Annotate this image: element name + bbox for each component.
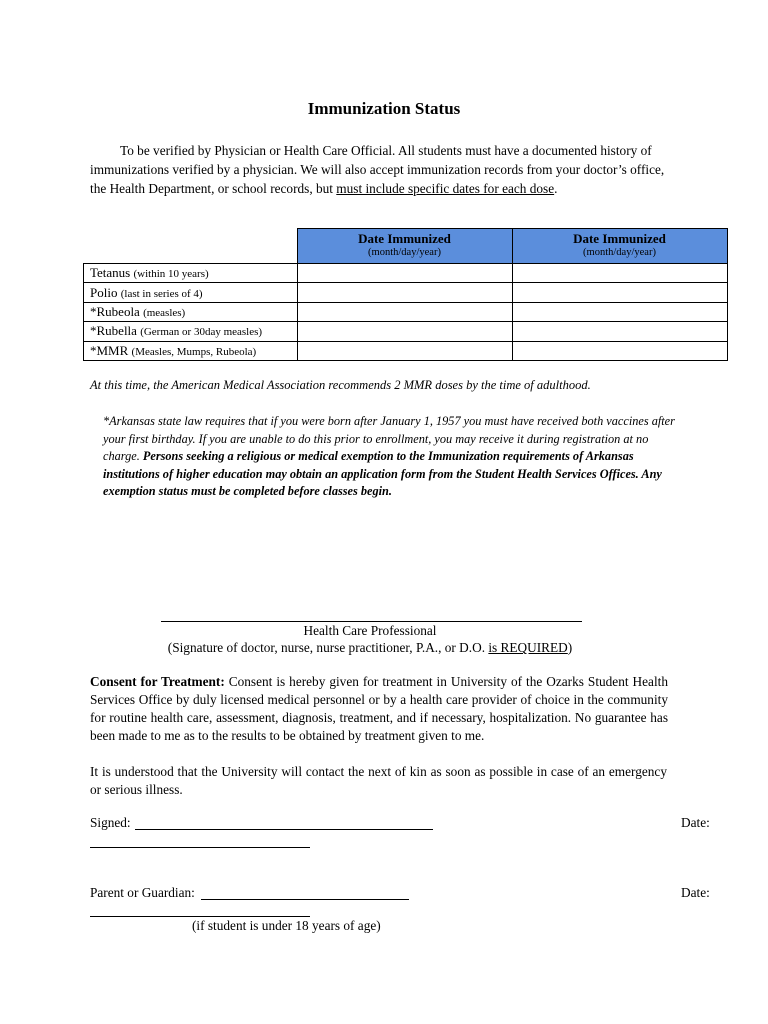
vaccine-name: *MMR: [90, 342, 129, 358]
vaccine-label: [84, 302, 298, 321]
date-cell[interactable]: [297, 264, 512, 283]
vaccine-label: [84, 322, 298, 341]
table-row: [84, 302, 728, 321]
table-header-row: [84, 229, 728, 264]
exemption-text: Persons seeking a religious or medical exemption to the Immunization requirements of Arkansas institutions of higher education may obtain an application form from the Student Health Services Offices. Any exemption status must be completed before classes begin.: [103, 449, 662, 498]
table-header-date-1: [297, 229, 512, 264]
signature-note-text: (Signature of doctor, nurse, nurse practitioner, P.A., or D.O.: [167, 640, 489, 655]
table-row: [84, 341, 728, 360]
vaccine-note: (German or 30day measles): [140, 326, 263, 339]
vaccine-name: Polio: [90, 284, 118, 300]
date-cell[interactable]: [297, 341, 512, 360]
date-cell[interactable]: [512, 341, 727, 360]
signed-date-line[interactable]: [90, 847, 310, 848]
vaccine-note: (Measles, Mumps, Rubeola): [131, 345, 257, 358]
parent-date-line[interactable]: [90, 916, 310, 917]
table-row: [84, 264, 728, 283]
parent-label: Parent or Guardian:: [90, 885, 195, 900]
consent-heading: Consent for Treatment:: [90, 674, 225, 689]
consent-paragraph: [90, 673, 668, 745]
vaccine-label: [84, 283, 298, 302]
signature-note: [0, 640, 740, 656]
signature-note-close: ): [567, 640, 573, 655]
age-note: (if student is under 18 years of age): [192, 918, 381, 933]
table-row: [84, 283, 728, 302]
header-subtitle: (month/day/year): [583, 247, 656, 258]
signature-label: Health Care Professional: [303, 623, 437, 638]
signature-line[interactable]: [161, 621, 582, 622]
vaccine-note: (measles): [143, 306, 186, 319]
intro-period: .: [554, 181, 558, 196]
date-cell[interactable]: [297, 283, 512, 302]
date-cell[interactable]: [297, 302, 512, 321]
signed-date-label: Date:: [681, 815, 710, 830]
vaccine-name: *Rubeola: [90, 303, 140, 319]
header-title: Date Immunized: [573, 231, 666, 246]
vaccine-name: Tetanus: [90, 265, 131, 281]
table-header-blank: [84, 229, 298, 264]
signed-line[interactable]: [135, 829, 433, 830]
next-of-kin-paragraph: It is understood that the University will contact the next of kin as soon as possible in case of an emergency or serious illness.: [90, 764, 667, 797]
date-cell[interactable]: [512, 264, 727, 283]
immunization-table: [83, 228, 728, 361]
vaccine-note: (within 10 years): [133, 268, 209, 281]
intro-underlined-text: must include specific dates for each dose: [336, 181, 555, 196]
arkansas-text: *Arkansas state law requires that if you were born after January 1, 1957 you must have received both vaccines after your first birthday. If you are unable to do this prior to enrollment, you may receive it during registration at no charge.: [103, 414, 675, 463]
parent-date-label: Date:: [681, 885, 710, 900]
signed-label: Signed:: [90, 815, 131, 830]
vaccine-note: (last in series of 4): [120, 287, 203, 300]
header-subtitle: (month/day/year): [368, 247, 441, 258]
consent-body: Consent is hereby given for treatment in University of the Ozarks Student Health Services Office by duly licensed medical personnel or by a health care provider of choice in the community for routine health care, assessment, diagnosis, treatment, and if necessary, hospitalization. No guarantee has been made to me as to the results to be obtained by treatment given to me.: [90, 674, 668, 743]
table-header-date-2: [512, 229, 727, 264]
arkansas-law-note: [103, 413, 675, 501]
header-title: Date Immunized: [358, 231, 451, 246]
date-cell[interactable]: [512, 302, 727, 321]
ama-note: At this time, the American Medical Association recommends 2 MMR doses by the time of adulthood.: [90, 378, 591, 392]
vaccine-label: [84, 264, 298, 283]
intro-text: To be verified by Physician or Health Care Official. All students must have a documented history of immunizations verified by a physician. We will also accept immunization records from your doctor’s office, the Health Department, or school records, but: [90, 143, 665, 196]
page-title: Immunization Status: [307, 99, 461, 118]
vaccine-label: [84, 341, 298, 360]
intro-paragraph: [90, 141, 670, 198]
required-text: is REQUIRED: [488, 640, 568, 655]
parent-line[interactable]: [201, 899, 409, 900]
date-cell[interactable]: [512, 283, 727, 302]
date-cell[interactable]: [512, 322, 727, 341]
table-row: [84, 322, 728, 341]
vaccine-name: *Rubella: [90, 323, 137, 339]
date-cell[interactable]: [297, 322, 512, 341]
